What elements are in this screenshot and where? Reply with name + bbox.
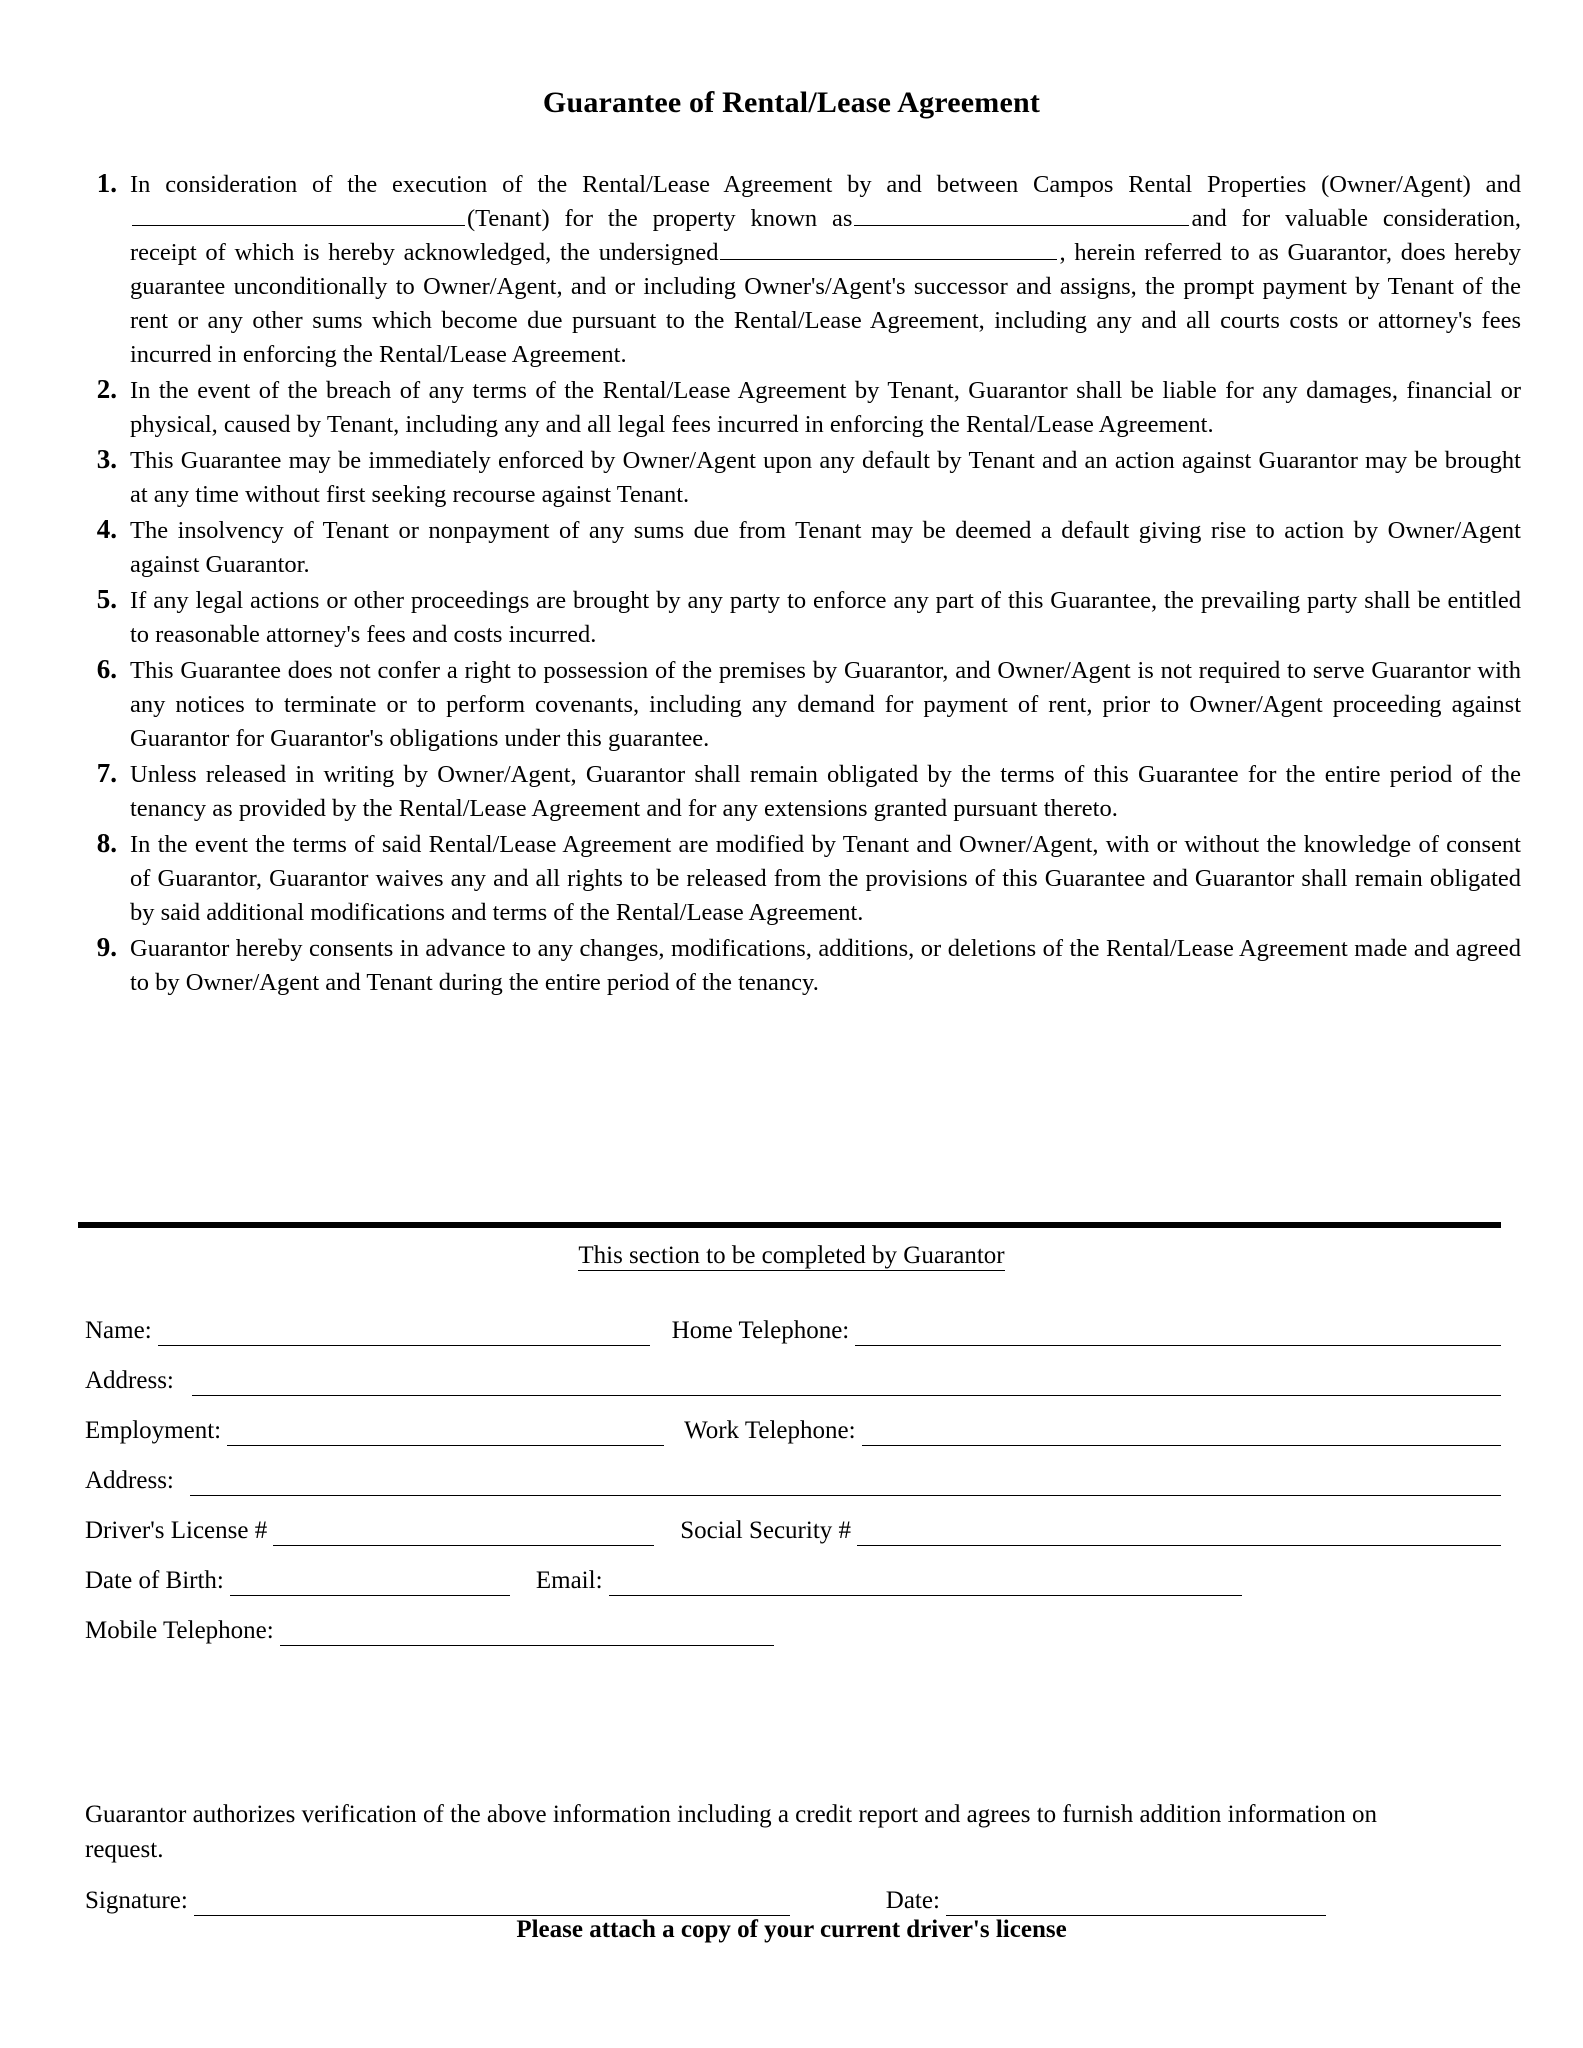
address-1-label: Address: xyxy=(85,1367,174,1394)
clause-number: 2. xyxy=(96,374,117,404)
property-address-blank[interactable] xyxy=(854,203,1189,226)
authorization-text: Guarantor authorizes verification of the above information including a credit report and agrees to furnish addition information on request. xyxy=(85,1801,1377,1863)
guarantor-section-heading-text: This section to be completed by Guarantor xyxy=(578,1242,1005,1269)
address-2-input[interactable] xyxy=(190,1469,1501,1496)
mobile-telephone-input[interactable] xyxy=(280,1619,774,1646)
clause-text: Guarantor hereby consents in advance to any changes, modifications, additions, or deletions of the Rental/Lease Agreement made and agreed to by Owner/Agent and Tenant during the entire period of the tenancy. xyxy=(130,935,1521,996)
employment-label: Employment: xyxy=(85,1417,222,1444)
social-security-label: Social Security # xyxy=(680,1517,852,1544)
clause-number: 5. xyxy=(96,584,117,614)
clause-1-segment-c: and for valuable consideration, receipt of which is hereby acknowledged, the undersigned xyxy=(130,205,1521,266)
clause-text: In the event of the breach of any terms of the Rental/Lease Agreement by Tenant, Guarantor shall be liable for any damages, financial or physical, caused by Tenant, including any and all legal fees incurred in enforcing the Rental/Lease Agreement. xyxy=(130,377,1521,438)
guarantor-section-heading xyxy=(0,1242,1583,1270)
clause-list xyxy=(0,168,1583,1000)
guarantor-form xyxy=(85,1296,1501,1646)
tenant-name-blank[interactable] xyxy=(132,203,465,226)
name-label: Name: xyxy=(85,1317,152,1344)
form-row-name-phone xyxy=(85,1296,1501,1346)
form-row-dob-email xyxy=(85,1546,1501,1596)
date-label: Date: xyxy=(885,1887,940,1914)
clause-item-1 xyxy=(96,168,1522,372)
drivers-license-label: Driver's License # xyxy=(85,1517,268,1544)
address-1-input[interactable] xyxy=(192,1369,1501,1396)
clause-number: 3. xyxy=(96,444,117,474)
email-label: Email: xyxy=(535,1567,603,1594)
date-input[interactable] xyxy=(946,1889,1326,1916)
signature-label: Signature: xyxy=(85,1887,188,1914)
clause-item-2 xyxy=(96,374,1521,442)
clause-item-5 xyxy=(96,584,1521,652)
clause-text: This Guarantee does not confer a right to possession of the premises by Guarantor, and Owner/Agent is not required to serve Guarantor with any notices to terminate or to perform covenants, including any demand for payment of rent, prior to Owner/Agent proceeding against Guarantor for Guarantor's obligations under this guarantee. xyxy=(130,657,1521,752)
clause-item-8 xyxy=(96,828,1521,930)
form-row-address-2 xyxy=(85,1446,1501,1496)
home-telephone-input[interactable] xyxy=(855,1319,1501,1346)
social-security-input[interactable] xyxy=(857,1519,1501,1546)
work-telephone-label: Work Telephone: xyxy=(684,1417,856,1444)
form-row-mobile-phone xyxy=(85,1596,1501,1646)
clause-number: 7. xyxy=(96,758,117,788)
mobile-telephone-label: Mobile Telephone: xyxy=(85,1617,274,1644)
email-input[interactable] xyxy=(609,1569,1242,1596)
clause-number: 8. xyxy=(96,828,117,858)
address-2-label: Address: xyxy=(85,1467,174,1494)
clause-number: 6. xyxy=(96,654,117,684)
signature-row xyxy=(85,1886,1501,1916)
clause-text: Unless released in writing by Owner/Agent, Guarantor shall remain obligated by the terms of this Guarantee for the entire period of the tenancy as provided by the Rental/Lease Agreement and for any extensions granted pursuant thereto. xyxy=(130,761,1521,822)
clause-item-4 xyxy=(96,514,1521,582)
clause-text: In the event the terms of said Rental/Lease Agreement are modified by Tenant and Owner/Agent, with or without the knowledge of consent of Guarantor, Guarantor waives any and all rights to be released from the provisions of this Guarantee and Guarantor shall remain obligated by said additional modifications and terms of the Rental/Lease Agreement. xyxy=(130,831,1521,926)
date-of-birth-input[interactable] xyxy=(230,1569,510,1596)
drivers-license-input[interactable] xyxy=(273,1519,654,1546)
clause-text: The insolvency of Tenant or nonpayment of any sums due from Tenant may be deemed a default giving rise to action by Owner/Agent against Guarantor. xyxy=(130,517,1521,578)
form-row-address-1 xyxy=(85,1346,1501,1396)
clause-text: If any legal actions or other proceedings are brought by any party to enforce any part of this Guarantee, the prevailing party shall be entitled to reasonable attorney's fees and costs incurred. xyxy=(130,587,1521,648)
clause-item-6 xyxy=(96,654,1521,756)
section-divider xyxy=(78,1222,1501,1228)
clause-1-segment-a: In consideration of the execution of the Rental/Lease Agreement by and between Campos Rental Properties (Owner/Agent) and xyxy=(130,171,1521,198)
clause-1-segment-b: (Tenant) for the property known as xyxy=(467,205,853,232)
clause-text: This Guarantee may be immediately enforced by Owner/Agent upon any default by Tenant and an action against Guarantor may be brought at any time without first seeking recourse against Tenant. xyxy=(130,447,1521,508)
guarantor-name-blank[interactable] xyxy=(720,237,1057,260)
clause-number: 1. xyxy=(96,168,117,198)
clause-item-7 xyxy=(96,758,1521,826)
date-of-birth-label: Date of Birth: xyxy=(85,1567,224,1594)
employment-input[interactable] xyxy=(227,1419,664,1446)
clause-text xyxy=(130,168,1521,372)
page-title: Guarantee of Rental/Lease Agreement xyxy=(542,86,1041,119)
name-input[interactable] xyxy=(158,1319,650,1346)
work-telephone-input[interactable] xyxy=(862,1419,1501,1446)
clause-number: 9. xyxy=(96,932,117,962)
signature-input[interactable] xyxy=(194,1889,790,1916)
footer-note: Please attach a copy of your current driver's license xyxy=(516,1916,1067,1943)
form-row-license-ssn xyxy=(85,1496,1501,1546)
form-row-employment-work-phone xyxy=(85,1396,1501,1446)
clause-1-segment-d: , herein referred to as Guarantor, does hereby guarantee unconditionally to Owner/Agent, and or including Owner's/Agent's successor and assigns, the prompt payment by Tenant of the rent or any other sums which become due pursuant to the Rental/Lease Agreement, including any and all courts costs or attorney's fees incurred in enforcing the Rental/Lease Agreement. xyxy=(130,239,1522,368)
clause-item-3 xyxy=(96,444,1521,512)
clause-item-9 xyxy=(96,932,1521,1000)
home-telephone-label: Home Telephone: xyxy=(671,1317,850,1344)
clause-number: 4. xyxy=(96,514,117,544)
